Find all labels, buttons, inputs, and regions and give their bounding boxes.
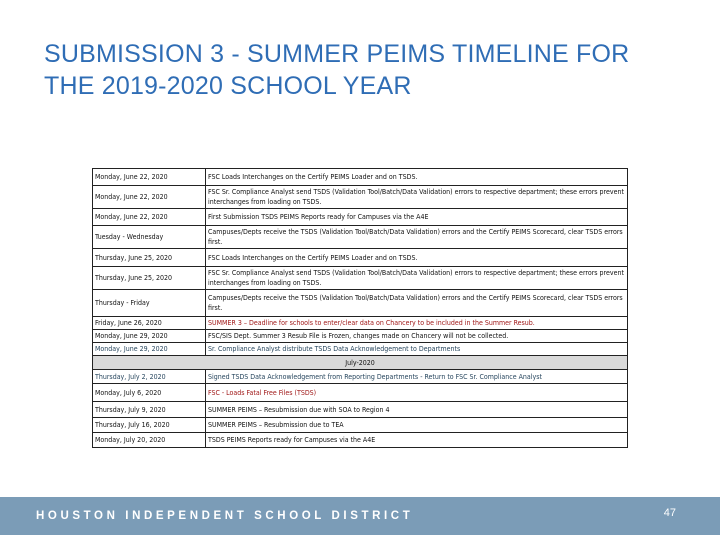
table-row <box>93 186 628 209</box>
table-row <box>93 433 628 448</box>
row-date: Tuesday - Wednesday <box>93 226 206 249</box>
row-date: Thursday, June 25, 2020 <box>93 267 206 290</box>
table-row <box>93 418 628 433</box>
table-row <box>93 370 628 384</box>
table-row <box>93 209 628 226</box>
row-date: Monday, June 22, 2020 <box>93 169 206 186</box>
table-row <box>93 402 628 418</box>
table-row <box>93 267 628 290</box>
row-date: Thursday - Friday <box>93 290 206 317</box>
row-date: Monday, July 6, 2020 <box>93 384 206 402</box>
slide-title: SUBMISSION 3 - SUMMER PEIMS TIMELINE FOR THE 2019-2020 SCHOOL YEAR <box>44 40 630 100</box>
row-date: Thursday, July 2, 2020 <box>93 370 206 384</box>
month-header: July-2020 <box>93 356 628 370</box>
row-date: Monday, June 22, 2020 <box>93 209 206 226</box>
table-row <box>93 317 628 330</box>
row-date: Monday, June 29, 2020 <box>93 330 206 343</box>
table-row <box>93 169 628 186</box>
row-date: Thursday, June 25, 2020 <box>93 249 206 267</box>
row-task: SUMMER 3 – Deadline for schools to enter/clear data on Chancery to be included in the Summer Resub. <box>206 317 628 330</box>
row-date: Monday, July 20, 2020 <box>93 433 206 448</box>
row-task: FSC Loads Interchanges on the Certify PEIMS Loader and on TSDS. <box>206 169 628 186</box>
row-task: Campuses/Depts receive the TSDS (Validation Tool/Batch/Data Validation) errors and the Certify PEIMS Scorecard, clear TSDS errors first. <box>206 226 628 249</box>
row-date: Friday, June 26, 2020 <box>93 317 206 330</box>
table-row <box>93 249 628 267</box>
month-header-row <box>93 356 628 370</box>
table-row <box>93 226 628 249</box>
table-row <box>93 343 628 356</box>
row-task: Signed TSDS Data Acknowledgement from Reporting Departments - Return to FSC Sr. Compliance Analyst <box>206 370 628 384</box>
row-date: Monday, June 29, 2020 <box>93 343 206 356</box>
row-task: FSC/SIS Dept. Summer 3 Resub File is Frozen, changes made on Chancery will not be collected. <box>206 330 628 343</box>
row-date: Monday, June 22, 2020 <box>93 186 206 209</box>
district-name: HOUSTON INDEPENDENT SCHOOL DISTRICT <box>36 510 414 522</box>
footer-bar <box>0 497 720 535</box>
row-task: Campuses/Depts receive the TSDS (Validation Tool/Batch/Data Validation) errors and the Certify PEIMS Scorecard, clear TSDS errors first. <box>206 290 628 317</box>
row-task: SUMMER PEIMS – Resubmission due with SOA to Region 4 <box>206 402 628 418</box>
table-row <box>93 384 628 402</box>
page-number: 47 <box>663 507 676 519</box>
table-row <box>93 330 628 343</box>
row-task: FSC Sr. Compliance Analyst send TSDS (Validation Tool/Batch/Data Validation) errors to respective department; these errors prevent interchanges from loading on TSDS. <box>206 186 628 209</box>
row-task: FSC Loads Interchanges on the Certify PEIMS Loader and on TSDS. <box>206 249 628 267</box>
row-date: Thursday, July 9, 2020 <box>93 402 206 418</box>
row-task: Sr. Compliance Analyst distribute TSDS Data Acknowledgement to Departments <box>206 343 628 356</box>
row-date: Thursday, July 16, 2020 <box>93 418 206 433</box>
row-task: TSDS PEIMS Reports ready for Campuses via the A4E <box>206 433 628 448</box>
table-row <box>93 290 628 317</box>
row-task: SUMMER PEIMS – Resubmission due to TEA <box>206 418 628 433</box>
row-task: First Submission TSDS PEIMS Reports ready for Campuses via the A4E <box>206 209 628 226</box>
row-task: FSC - Loads Fatal Free Files (TSDS) <box>206 384 628 402</box>
timeline-table <box>92 168 628 448</box>
row-task: FSC Sr. Compliance Analyst send TSDS (Validation Tool/Batch/Data Validation) errors to respective department; these errors prevent interchanges from loading on TSDS. <box>206 267 628 290</box>
